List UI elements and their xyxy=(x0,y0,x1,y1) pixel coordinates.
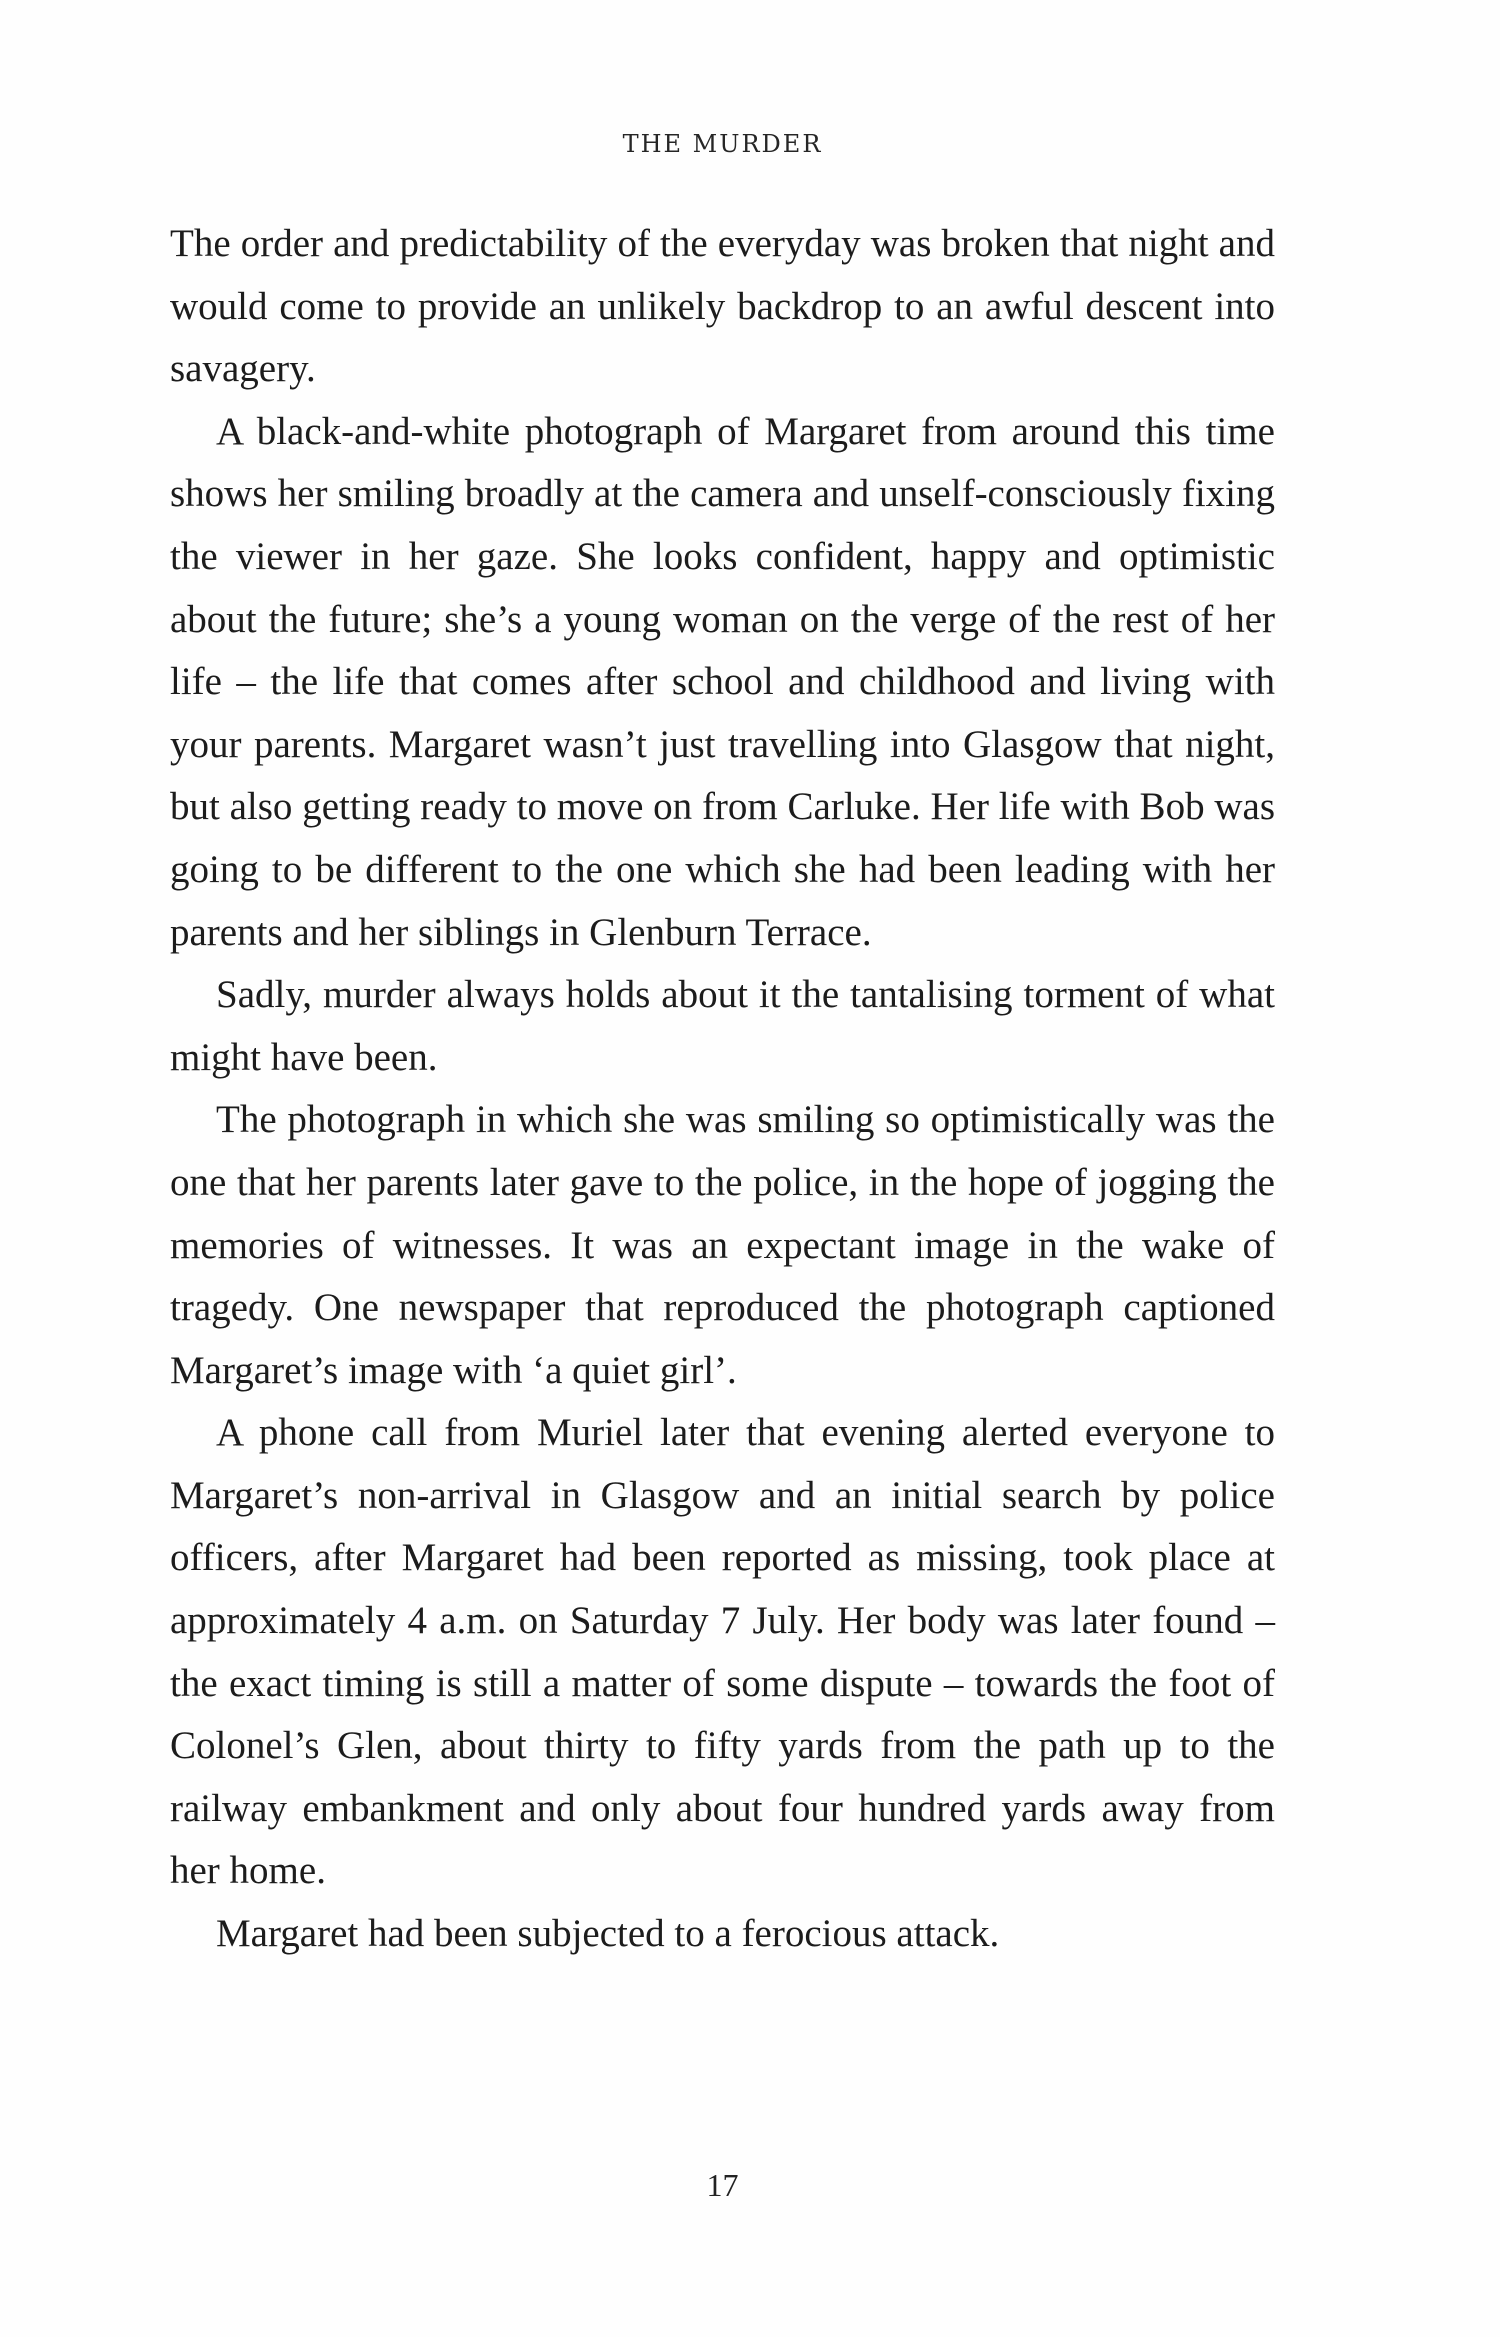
paragraph: The photograph in which she was smiling so optimistically was the one that her parents later gave to the police, in the hope of jogging the memories of witnesses. It was an expectant image in the wake of tragedy. One newspaper that reproduced the photograph captioned Margaret’s image with ‘a quiet girl’. xyxy=(170,1098,1275,1392)
paragraph: A black-and-white photograph of Margaret from around this time shows her smiling broadly at the camera and unself-consciously fixing the viewer in her gaze. She looks confident, happy and optimistic about the future; she’s a young woman on the verge of the rest of her life – the life that comes after school and childhood and living with your parents. Margaret wasn’t just travelling into Glasgow that night, but also getting ready to move on from Carluke. Her life with Bob was going to be different to the one which she had been leading with her parents and her siblings in Glenburn Terrace. xyxy=(170,409,1275,954)
paragraph: Sadly, murder always holds about it the tantalising torment of what might have been. xyxy=(170,973,1275,1079)
body-text xyxy=(170,213,1275,1966)
paragraph: Margaret had been subjected to a ferocious attack. xyxy=(216,1912,1000,1956)
paragraph: A phone call from Muriel later that evening alerted everyone to Margaret’s non-arrival in Glasgow and an initial search by police officers, after Margaret had been reported as missing, took place at approximately 4 a.m. on Saturday 7 July. Her body was later found – the exact timing is still a matter of some dispute – towards the foot of Colonel’s Glen, about thirty to fifty yards from the path up to the railway embankment and only about four hundred yards away from her home. xyxy=(170,1411,1275,1893)
running-head: THE MURDER xyxy=(622,130,823,158)
page-number: 17 xyxy=(706,2167,739,2203)
paragraph: The order and predictability of the everyday was broken that night and would come to provide an unlikely backdrop to an awful descent into savagery. xyxy=(170,222,1275,391)
